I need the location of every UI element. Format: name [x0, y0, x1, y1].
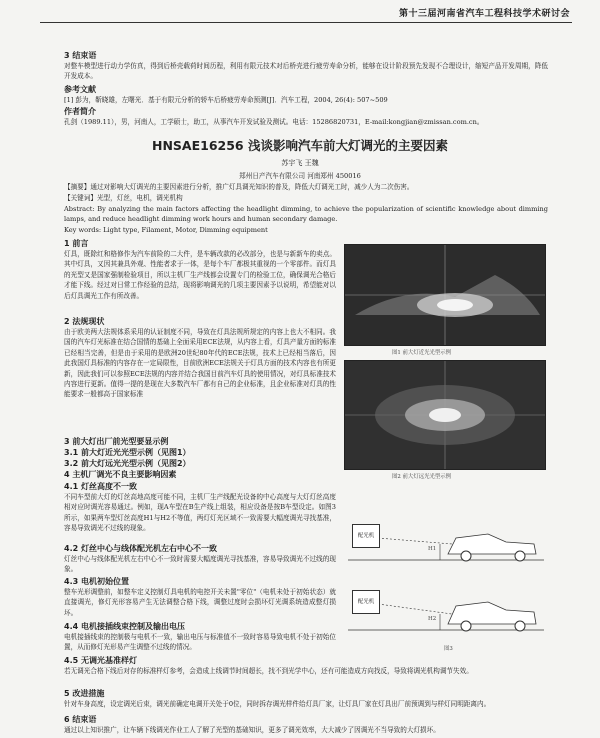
article-title: HNSAE16256 浅谈影响汽车前大灯调光的主要因素 — [152, 138, 448, 153]
section-3-heading: 3 前大灯出厂前光型要显示例 — [64, 437, 169, 446]
section-4-3-heading: 4.3 电机初始位置 — [64, 577, 129, 586]
section-4-4-text: 电机接插线束的控制极与电机不一致，输出电压与标准值不一致时容易导致电机不处于初始位置，从而修灯光形易产生调整不过线的情况。 — [64, 633, 336, 652]
figure-3-diagram — [348, 498, 544, 640]
section-1-text: 灯具，既除红和格修作为汽车前险的二大件，是车辆改款的必改部分，也是与新新车的卖点。其中灯具，又因其兼具外观、性能者求于一体，是每个车厂都极其重视的一个零部件。而灯具的光型又是国家强制检验项目，所以主机厂生产线都会设置专门的检验工位，确保调光合格后才能下线。经过对日常工作经验的总结，现将影响调光的几项主要因素予以说明，希望能对以后灯具调光工作有所改善。 — [64, 250, 336, 300]
prev-author-heading: 作者简介 — [64, 107, 96, 116]
section-4-2-heading: 4.2 灯丝中心与线体配光机左右中心不一致 — [64, 544, 217, 553]
section-4-heading: 4 主机厂调光不良主要影响因素 — [64, 470, 177, 479]
abstract-cn: 【摘要】通过对影响大灯调光的主要因素进行分析，推广灯具调光知识的普及，降低大灯调光工时，减少人为二次伤害。 — [64, 183, 414, 191]
section-6-heading: 6 结束语 — [64, 715, 97, 724]
figure-3-label-h2: H2 — [428, 616, 437, 622]
prev-reference-1: [1] 彭为，靳晓雄，左曙光．基于有限元分析的轿车后桥疲劳寿命预测[J]．汽车工程，2004, 26(4): 507~509 — [64, 96, 388, 104]
prev-author-bio: 孔剑（1989.11），男，河南人，工学硕士，助工，从事汽车开发试验及测试。电话：15286820731，E-mail:kongjian@zmissan.com.cn。 — [64, 118, 484, 126]
section-6-text: 通过以上知识推广，让车辆下线调光作业工人了解了光型的基础知识，更多了调光效率，大大减少了因调光不当导致的大灯损坏。 — [64, 726, 440, 734]
section-4-5-heading: 4.5 无调光基准样灯 — [64, 656, 137, 665]
prev-conclusion-text: 对整车模型进行动力学仿真，得到后桥壳载荷时间历程，利用有限元技术对后桥壳进行疲劳寿命分析，能够在设计阶段预先发现不合理设计，缩短产品开发周期，降低开发成本。 — [64, 62, 548, 81]
prev-references-heading: 参考文献 — [64, 85, 96, 94]
prev-conclusion-heading: 3 结束语 — [64, 51, 97, 60]
figure-2-caption: 图2 前大灯远光光型示例 — [392, 474, 452, 480]
figure-1-graphic — [345, 245, 545, 345]
header-rule — [40, 22, 572, 23]
figure-3-graphic — [348, 498, 544, 640]
figure-3-caption: 图3 — [444, 646, 453, 652]
section-4-4-heading: 4.4 电机接插线束控制及输出电压 — [64, 622, 185, 631]
figure-3-tester-a: 配光机 — [352, 524, 380, 548]
section-3-2-heading: 3.2 前大灯远光光型示例（见图2） — [64, 459, 191, 468]
figure-3-tester-b: 配光机 — [352, 590, 380, 614]
article-affiliation: 郑州日产汽车有限公司 河南郑州 450016 — [239, 172, 361, 180]
section-4-5-text: 若无调光合格下线后对存的标准样灯参考，会造成上线调节时间超长，找不到光学中心，还有可能造成方向找反，导致将调光机构调节失效。 — [64, 667, 473, 675]
figure-3-label-h1: H1 — [428, 546, 437, 552]
section-4-1-text: 不同车型前大灯的灯丝高地高度可能不同，主机厂生产线配光设备的中心高度与大灯灯丝高度相对应时调光容易通过。例如，现A车型在B生产线上组装，相应设备是按B车型设定。如图3所示，如果两车型灯丝高度H1与H2不等值，两灯灯光区域不一致需要大幅度调光寻找基准，容易导致调光不过线的现象。 — [64, 493, 336, 533]
figure-1-caption: 图1 前大灯近光光型示例 — [392, 350, 452, 356]
figure-2-high-beam-image — [344, 360, 546, 470]
section-2-text: 由于欧美两大法规体系采用的认证制度不同，导致在灯具法规所规定的内容上也大不相同。我国的汽车灯光标准在结合国情的基础上全面采用ECE法规，从内容上看，灯具产量方面的标准已经相当完善，但是由于采用的是欧洲20世纪80年代的ECE法规，技术上已经相当落后，因此我国灯具标准的内容存在一定局限性，目前欧洲ECE法规关于灯具方面的技术内容也有所更新，因此我们可以参照ECE法规的内容并结合我国目前汽车灯具的使用情况，对灯具标准技术内容进行更新。值得一提的是现在大多数汽车厂都有自己的企业标准，且企业标准对灯具的性能要求一般都高于国家标准 — [64, 328, 336, 399]
keywords-cn: 【关键词】光型，灯丝，电机，调光机构 — [64, 194, 183, 202]
section-2-heading: 2 法规现状 — [64, 317, 105, 326]
section-1-heading: 1 前言 — [64, 239, 89, 248]
keywords-en: Key words: Light type, Filament, Motor, Dimming equipment — [64, 226, 268, 234]
abstract-en: Abstract: By analyzing the main factors affecting the headlight dimming, to achieve the popularization of scientific knowledge about dimming lamps, and reduce headlight dimming work hours and human secondary damage. — [64, 205, 548, 224]
section-4-2-text: 灯丝中心与线体配光机左右中心不一致时需要大幅度调光寻找基准，容易导致调光不过线的现象。 — [64, 555, 336, 574]
figure-2-graphic — [345, 361, 545, 469]
section-3-1-heading: 3.1 前大灯近光光型示例（见图1） — [64, 448, 191, 457]
section-4-3-text: 整车光形调整前，如整车定义控制灯具电机的电控开关未置"零位"（电机未处于初始状态）就直接调光，修灯光形容易产生无法调整合格下线，调整过度时会损坏灯光调系统造成整灯损坏。 — [64, 588, 336, 617]
running-header: 第十三届河南省汽车工程科技学术研讨会 — [398, 9, 570, 19]
section-4-1-heading: 4.1 灯丝高度不一致 — [64, 482, 137, 491]
article-authors: 苏宇飞 王魏 — [281, 159, 319, 167]
section-5-text: 针对车身高度，设定调光后束，调光前确定电调开关处于0位，同时拆存调光样件给灯具厂家，让灯具厂家在灯具出厂前预调到与样灯同明距离内。 — [64, 700, 491, 708]
figure-1-low-beam-image — [344, 244, 546, 346]
section-5-heading: 5 改进措施 — [64, 689, 105, 698]
